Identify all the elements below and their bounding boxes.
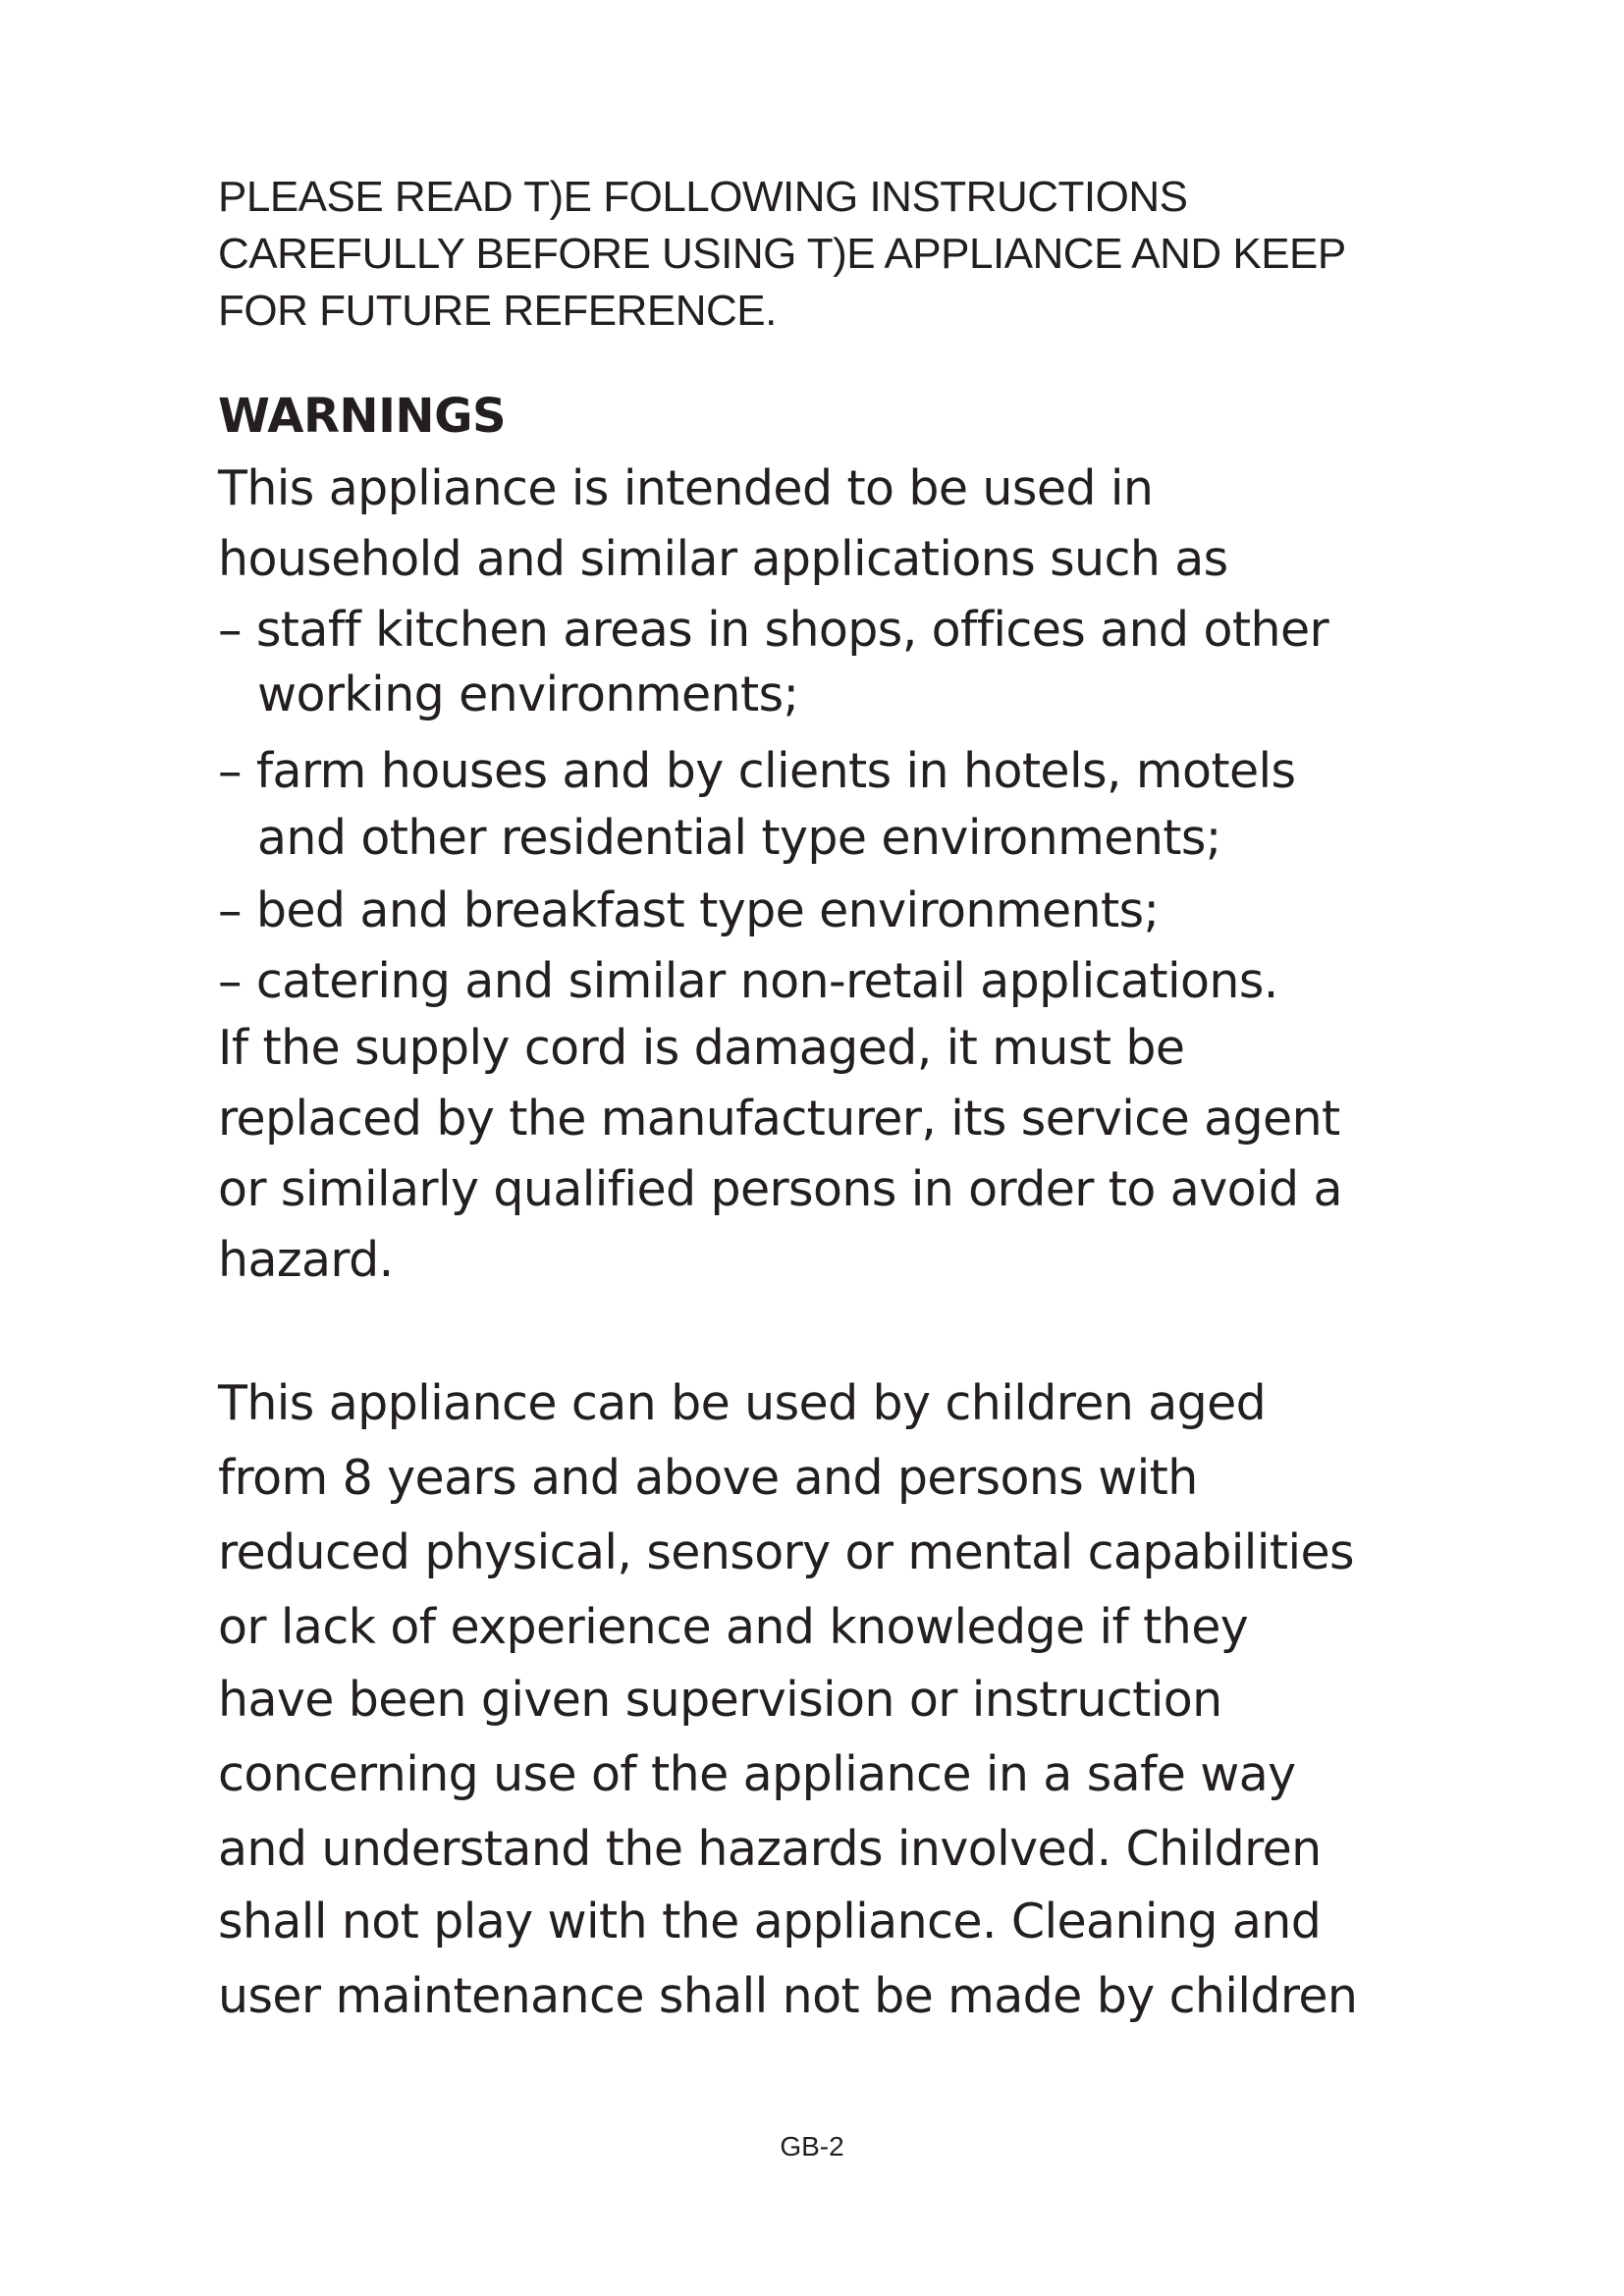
text-line: have been given supervision or instruction — [218, 1672, 1222, 1728]
text-line: from 8 years and above and persons with — [218, 1450, 1198, 1506]
list-item-continuation: working environments; — [257, 667, 799, 722]
list-item: – staff kitchen areas in shops, offices and other — [218, 602, 1329, 658]
list-item: – farm houses and by clients in hotels, motels — [218, 743, 1296, 799]
text-line: concerning use of the appliance in a safe way — [218, 1746, 1296, 1802]
text-line: This appliance is intended to be used in — [218, 460, 1154, 516]
text-line: shall not play with the appliance. Cleaning and — [218, 1894, 1322, 1949]
text-line: This appliance can be used by children aged — [218, 1375, 1267, 1431]
warnings-heading: WARNINGS — [218, 389, 507, 444]
list-item: – catering and similar non-retail applications. — [218, 953, 1278, 1009]
text-line: or lack of experience and knowledge if they — [218, 1599, 1249, 1655]
text-line: reduced physical, sensory or mental capabilities — [218, 1524, 1354, 1580]
page-number: GB-2 — [780, 2131, 844, 2162]
text-line: household and similar applications such as — [218, 531, 1228, 587]
intro-line: CAREFULLY BEFORE USING T)E APPLIANCE AND KEEP — [218, 230, 1346, 278]
intro-line: PLEASE READ T)E FOLLOWING INSTRUCTIONS — [218, 173, 1188, 221]
list-item-continuation: and other residential type environments; — [257, 810, 1221, 866]
text-line: user maintenance shall not be made by children — [218, 1968, 1358, 2024]
list-item: – bed and breakfast type environments; — [218, 882, 1160, 938]
text-line: hazard. — [218, 1232, 394, 1288]
text-line: If the supply cord is damaged, it must be — [218, 1020, 1185, 1076]
text-line: or similarly qualified persons in order to avoid a — [218, 1161, 1342, 1217]
text-line: and understand the hazards involved. Children — [218, 1821, 1322, 1877]
intro-line: FOR FUTURE REFERENCE. — [218, 287, 777, 335]
intro-instructions — [218, 169, 1445, 340]
text-line: replaced by the manufacturer, its service agent — [218, 1091, 1340, 1147]
